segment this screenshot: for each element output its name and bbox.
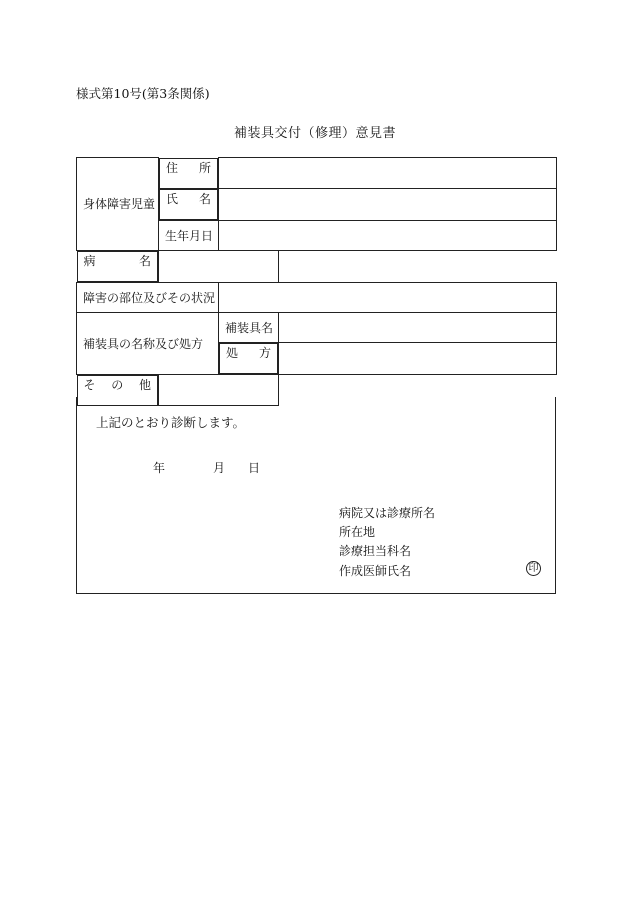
child-group-label: 身体障害児童 (77, 158, 159, 251)
dob-label: 生年月日 (159, 220, 219, 250)
disease-field[interactable] (159, 250, 279, 282)
document-title: 補装具交付（修理）意見書 (233, 126, 396, 141)
disability-row (77, 282, 557, 312)
date-line (153, 459, 260, 476)
other-label: そ の 他 (77, 375, 159, 406)
month-label: 月 (213, 461, 226, 475)
device-group-label: 補装具の名称及び処方 (77, 312, 219, 374)
location-label: 所在地 (339, 525, 376, 539)
declaration-box (76, 397, 556, 594)
doctor-name-label: 作成医師氏名 (339, 564, 412, 578)
name-field[interactable] (219, 189, 557, 221)
year-label: 年 (153, 461, 166, 475)
address-row (77, 158, 557, 189)
dob-field[interactable] (219, 220, 557, 250)
opinion-form-table (76, 157, 557, 406)
department-label: 診療担当科名 (339, 544, 412, 558)
seal-mark-icon: 印 (526, 561, 541, 576)
disease-label: 病 名 (77, 251, 159, 282)
disability-label: 障害の部位及びその状況 (77, 282, 219, 312)
prescription-label: 処 方 (219, 343, 278, 374)
name-label: 氏 名 (159, 189, 218, 220)
diagnosis-statement: 上記のとおり診断します。 (96, 415, 246, 430)
day-label: 日 (248, 461, 261, 475)
device-name-label: 補装具名 (219, 312, 279, 342)
disability-field[interactable] (219, 282, 557, 312)
device-name-field[interactable] (279, 312, 557, 342)
disease-row (77, 250, 557, 282)
device-name-row (77, 312, 557, 342)
form-number: 様式第10号(第3条関係) (76, 86, 210, 101)
hospital-name-label: 病院又は診療所名 (339, 506, 436, 520)
prescription-field[interactable] (279, 342, 557, 374)
address-label: 住 所 (159, 158, 218, 189)
address-field[interactable] (219, 158, 557, 189)
